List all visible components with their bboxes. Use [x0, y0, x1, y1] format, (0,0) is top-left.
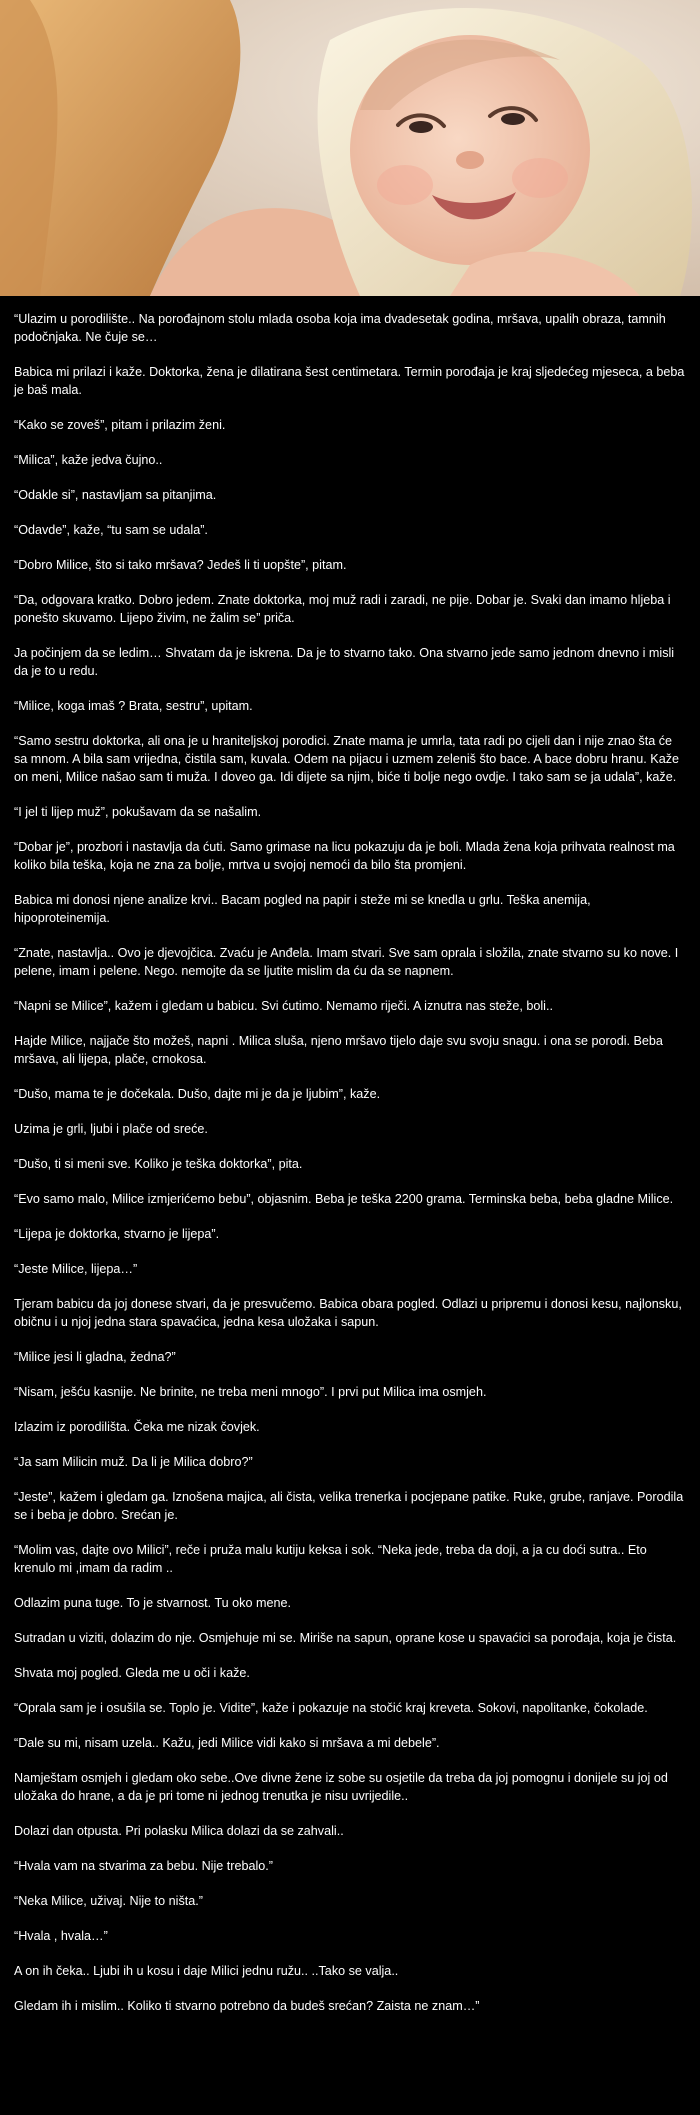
story-paragraph: “Dušo, ti si meni sve. Koliko je teška doktorka”, pita.: [14, 1157, 303, 1171]
story-paragraph: “Molim vas, dajte ovo Milici”, reče i pruža malu kutiju keksa i sok. “Neka jede, treba da doji, a ja cu doći sutra.. Eto krenulo mi ,imam da radim ..: [14, 1543, 647, 1575]
story-paragraph: “Dobar je”, prozbori i nastavlja da ćuti. Samo grimase na licu pokazuju da je boli. Mlada žena koja prihvata realnost ma koliko bila teška, koja ne zna za bolje, mrtva u svojoj nemoći da bilo šta promjeni.: [14, 840, 675, 872]
story-paragraph: “Dale su mi, nisam uzela.. Kažu, jedi Milice vidi kako si mršava a mi debele”.: [14, 1736, 440, 1750]
story-paragraph: “Dušo, mama te je dočekala. Dušo, dajte mi je da je ljubim”, kaže.: [14, 1087, 381, 1101]
story-text: [0, 296, 700, 2015]
story-paragraph: “Nisam, ješću kasnije. Ne brinite, ne treba meni mnogo”. I prvi put Milica ima osmjeh.: [14, 1385, 487, 1399]
story-paragraph: “Napni se Milice”, kažem i gledam u babicu. Svi ćutimo. Nemamo riječi. A iznutra nas steže, boli..: [14, 999, 553, 1013]
story-paragraph: “Milice, koga imaš ? Brata, sestru”, upitam.: [14, 699, 253, 713]
story-paragraph: “Lijepa je doktorka, stvarno je lijepa”.: [14, 1227, 220, 1241]
story-paragraph: “Da, odgovara kratko. Dobro jedem. Znate doktorka, moj muž radi i zaradi, ne pije. Dobar je. Svaki dan imamo hljeba i ponešto skuvamo. Lijepo živim, ne žalim se” priča.: [14, 593, 671, 625]
story-paragraph: Tjeram babicu da joj donese stvari, da je presvučemo. Babica obara pogled. Odlazi u pripremu i donosi kesu, najlonsku, običnu i u njoj jedna stara spavaćica, jedna kesa uložaka i sapun.: [14, 1297, 682, 1329]
story-paragraph: Izlazim iz porodilišta. Čeka me nizak čovjek.: [14, 1420, 260, 1434]
story-paragraph: “Hvala , hvala…”: [14, 1929, 108, 1943]
story-paragraph: “Milica”, kaže jedva čujno..: [14, 453, 163, 467]
story-paragraph: Sutradan u viziti, dolazim do nje. Osmjehuje mi se. Miriše na sapun, oprane kose u spavaćici sa porođaja, koja je čista.: [14, 1631, 677, 1645]
story-paragraph: “Ja sam Milicin muž. Da li je Milica dobro?”: [14, 1455, 253, 1469]
hero-photo: [0, 0, 700, 296]
story-paragraph: “I jel ti lijep muž”, pokušavam da se našalim.: [14, 805, 262, 819]
newborn-baby-illustration: [0, 0, 700, 296]
story-paragraph: “Ulazim u porodilište.. Na porođajnom stolu mlada osoba koja ima dvadesetak godina, mršava, upalih obraza, tamnih podočnjaka. Ne čuje se…: [14, 312, 666, 344]
story-paragraph: “Dobro Milice, što si tako mršava? Jedeš li ti uopšte”, pitam.: [14, 558, 347, 572]
story-paragraph: “Jeste Milice, lijepa…”: [14, 1262, 138, 1276]
story-paragraph: Babica mi donosi njene analize krvi.. Bacam pogled na papir i steže mi se knedla u grlu. Teška anemija, hipoproteinemija.: [14, 893, 591, 925]
story-paragraph: “Evo samo malo, Milice izmjerićemo bebu”, objasnim. Beba je teška 2200 grama. Terminska beba, beba gladne Milice.: [14, 1192, 674, 1206]
story-paragraph: Uzima je grli, ljubi i plače od sreće.: [14, 1122, 208, 1136]
story-paragraph: “Znate, nastavlja.. Ovo je djevojčica. Zvaću je Anđela. Imam stvari. Sve sam oprala i složila, znate stvarno su ko nove. I pelene, imam i pelene. Nego. nemojte da se ljutite mislim da ću da se napnem.: [14, 946, 679, 978]
story-paragraph: “Oprala sam je i osušila se. Toplo je. Vidite”, kaže i pokazuje na stočić kraj kreveta. Sokovi, napolitanke, čokolade.: [14, 1701, 648, 1715]
story-paragraph: “Neka Milice, uživaj. Nije to ništa.”: [14, 1894, 203, 1908]
story-paragraph: “Hvala vam na stvarima za bebu. Nije trebalo.”: [14, 1859, 273, 1873]
story-paragraph: A on ih čeka.. Ljubi ih u kosu i daje Milici jednu ružu.. ..Tako se valja..: [14, 1964, 399, 1978]
story-paragraph: “Samo sestru doktorka, ali ona je u hraniteljskoj porodici. Znate mama je umrla, tata radi po cijeli dan i nije znao šta će sa mnom. A bila sam vrijedna, čistila sam, kuvala. Odem na pijacu i uzmem zeleniš što bace. A bace dobru hranu. Kaže on meni, Milice našao sam ti muža. I doveo ga. Idi dijete sa njim, biće ti bolje nego ovdje. I tako sam se ja udala”, kaže.: [14, 734, 680, 784]
story-paragraph: Hajde Milice, najjače što možeš, napni . Milica sluša, njeno mršavo tijelo daje svu svoju snagu. i ona se porodi. Beba mršava, ali lijepa, plače, crnokosa.: [14, 1034, 663, 1066]
story-paragraph: Dolazi dan otpusta. Pri polasku Milica dolazi da se zahvali..: [14, 1824, 344, 1838]
story-paragraph: Gledam ih i mislim.. Koliko ti stvarno potrebno da budeš srećan? Zaista ne znam…”: [14, 1999, 480, 2013]
story-paragraph: Namještam osmjeh i gledam oko sebe..Ove divne žene iz sobe su osjetile da treba da joj pomognu i donijele su joj od uložaka do hrane, a da je pri tome ni jednog trenutka je nisu uvrijedile..: [14, 1771, 668, 1803]
story-paragraph: “Milice jesi li gladna, žedna?”: [14, 1350, 176, 1364]
story-paragraph: Shvata moj pogled. Gleda me u oči i kaže.: [14, 1666, 250, 1680]
story-paragraph: Ja počinjem da se ledim… Shvatam da je iskrena. Da je to stvarno tako. Ona stvarno jede samo jednom dnevno i misli da je to u redu.: [14, 646, 675, 678]
story-paragraph: “Kako se zoveš”, pitam i prilazim ženi.: [14, 418, 226, 432]
story-paragraph: “Odavde”, kaže, “tu sam se udala”.: [14, 523, 208, 537]
story-paragraph: Odlazim puna tuge. To je stvarnost. Tu oko mene.: [14, 1596, 291, 1610]
story-paragraph: Babica mi prilazi i kaže. Doktorka, žena je dilatirana šest centimetara. Termin porođaja je kraj sljedećeg mjeseca, a beba je baš mala.: [14, 365, 685, 397]
story-paragraph: “Jeste”, kažem i gledam ga. Iznošena majica, ali čista, velika trenerka i pocjepane patike. Ruke, grube, ranjave. Porodila se i beba je dobro. Srećan je.: [14, 1490, 684, 1522]
story-paragraph: “Odakle si”, nastavljam sa pitanjima.: [14, 488, 217, 502]
